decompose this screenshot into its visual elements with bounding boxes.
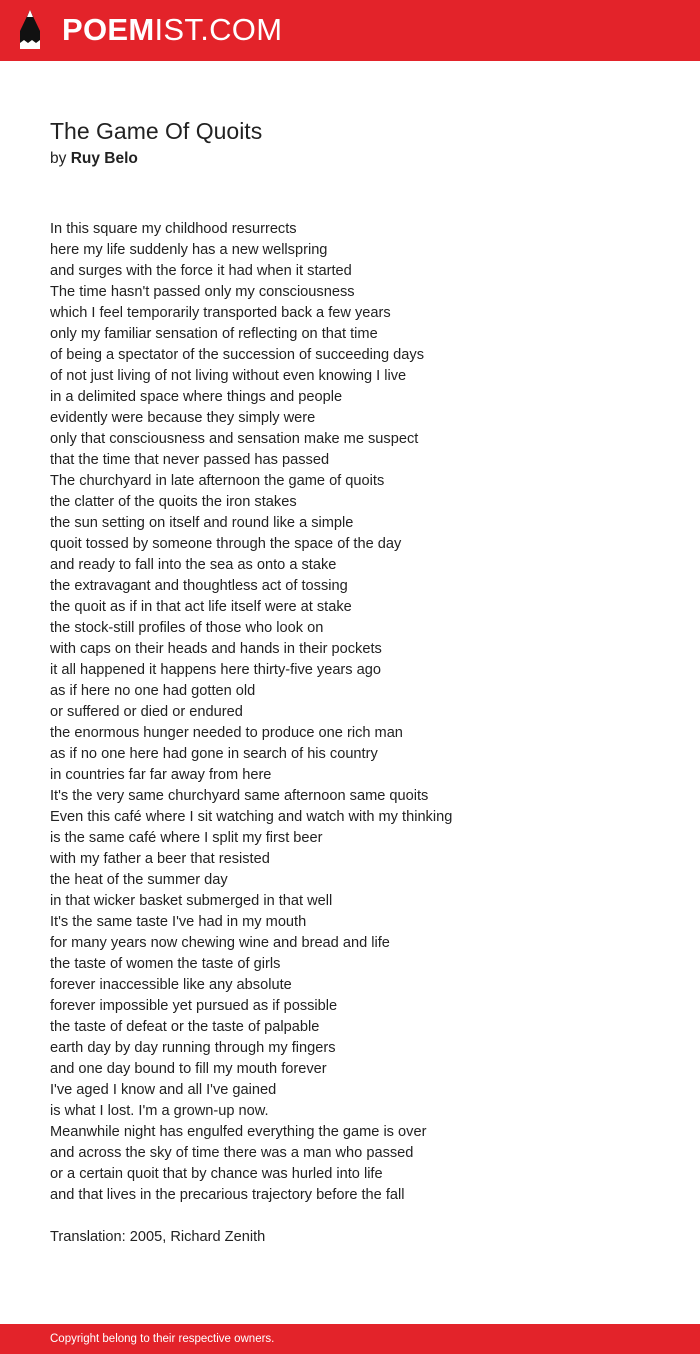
poem-line: The churchyard in late afternoon the game of quoits	[50, 473, 385, 489]
poem-line: The time hasn't passed only my consciousness	[50, 284, 355, 300]
poem-line: the taste of women the taste of girls	[50, 956, 281, 972]
byline	[50, 149, 138, 169]
poem-line: as if no one here had gone in search of his country	[50, 746, 378, 762]
poem-line: earth day by day running through my fingers	[50, 1040, 336, 1056]
by-label: by	[50, 150, 67, 167]
poem-line: with my father a beer that resisted	[50, 851, 270, 867]
author-name[interactable]: Ruy Belo	[70, 150, 138, 167]
translation-credit: Translation: 2005, Richard Zenith	[50, 1229, 266, 1245]
poem-line: the extravagant and thoughtless act of tossing	[50, 578, 348, 594]
poem-line: in that wicker basket submerged in that well	[50, 893, 333, 909]
poem-line: is what I lost. I'm a grown-up now.	[50, 1103, 269, 1119]
poem-line: and that lives in the precarious trajectory before the fall	[50, 1187, 405, 1203]
copyright-text: Copyright belong to their respective owners.	[50, 1333, 275, 1345]
poem-line: which I feel temporarily transported back a few years	[50, 305, 391, 321]
poem-line: with caps on their heads and hands in their pockets	[50, 641, 382, 657]
poem-title: The Game Of Quoits	[50, 118, 263, 144]
poem-line: the taste of defeat or the taste of palpable	[50, 1019, 320, 1035]
poem-line: forever inaccessible like any absolute	[50, 977, 292, 993]
poem-line: and surges with the force it had when it started	[50, 263, 352, 279]
pencil-icon[interactable]	[18, 9, 42, 51]
poem-line: Even this café where I sit watching and watch with my thinking	[50, 809, 453, 825]
site-header	[0, 0, 700, 61]
poem-line: and one day bound to fill my mouth forever	[50, 1061, 327, 1077]
poem-line: it all happened it happens here thirty-five years ago	[50, 662, 381, 678]
poem-line: that the time that never passed has passed	[50, 452, 330, 468]
poem-line: or suffered or died or endured	[50, 704, 243, 720]
poem-line: evidently were because they simply were	[50, 410, 316, 426]
logo-light-text: IST.COM	[154, 12, 283, 47]
site-logo[interactable]	[62, 11, 282, 49]
poem-line: the sun setting on itself and round like a simple	[50, 515, 354, 531]
poem-line: In this square my childhood resurrects	[50, 221, 297, 237]
poem-line: I've aged I know and all I've gained	[50, 1082, 277, 1098]
site-footer	[0, 1324, 700, 1354]
poem-line: the clatter of the quoits the iron stakes	[50, 494, 297, 510]
poem-line: or a certain quoit that by chance was hurled into life	[50, 1166, 383, 1182]
poem-line: here my life suddenly has a new wellspring	[50, 242, 328, 258]
poem-line: and across the sky of time there was a man who passed	[50, 1145, 414, 1161]
logo-bold-text: POEM	[62, 12, 155, 47]
poem-line: forever impossible yet pursued as if possible	[50, 998, 338, 1014]
poem-line: only my familiar sensation of reflecting on that time	[50, 326, 378, 342]
poem-line: the enormous hunger needed to produce one rich man	[50, 725, 403, 741]
poem-line: and ready to fall into the sea as onto a stake	[50, 557, 337, 573]
poem-line: quoit tossed by someone through the space of the day	[50, 536, 402, 552]
poem-line: It's the very same churchyard same afternoon same quoits	[50, 788, 429, 804]
poem-line: the heat of the summer day	[50, 872, 228, 888]
poem-line: the stock-still profiles of those who look on	[50, 620, 324, 636]
poem-line: Meanwhile night has engulfed everything the game is over	[50, 1124, 427, 1140]
poem-line: of not just living of not living without even knowing I live	[50, 368, 407, 384]
poem-line: only that consciousness and sensation make me suspect	[50, 431, 419, 447]
poem-line: for many years now chewing wine and bread and life	[50, 935, 390, 951]
poem-line: as if here no one had gotten old	[50, 683, 256, 699]
poem-line: of being a spectator of the succession of succeeding days	[50, 347, 424, 363]
poem-line: It's the same taste I've had in my mouth	[50, 914, 307, 930]
poem-body	[50, 219, 452, 1206]
poem-line: is the same café where I split my first beer	[50, 830, 323, 846]
poem-line: the quoit as if in that act life itself were at stake	[50, 599, 352, 615]
poem-line: in countries far far away from here	[50, 767, 272, 783]
poem-line: in a delimited space where things and people	[50, 389, 343, 405]
